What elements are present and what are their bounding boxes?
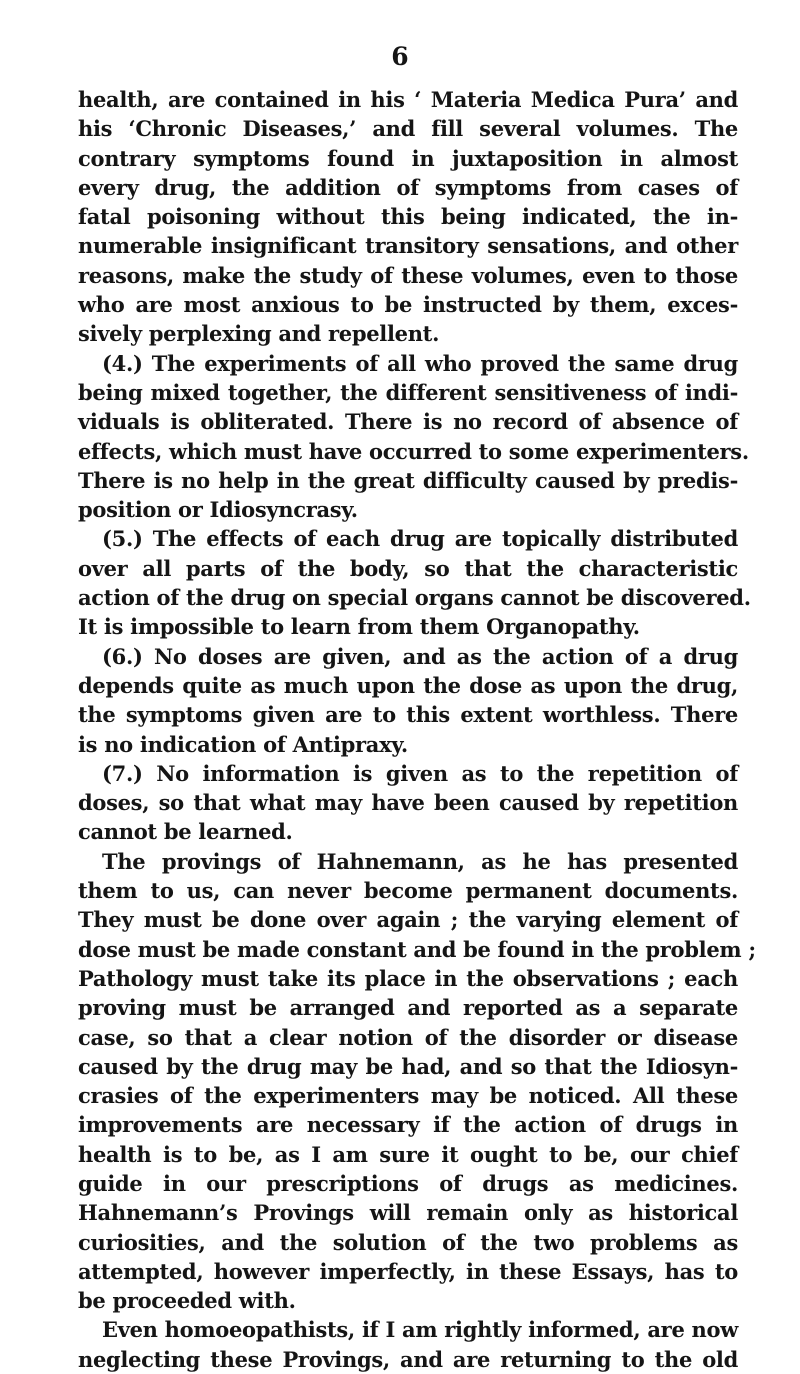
text-line: every drug, the addition of symptoms from cases of — [78, 174, 738, 200]
text-line: (4.) The experiments of all who proved the same drug — [102, 350, 738, 376]
text-line: guide in our prescriptions of drugs as medicines. — [78, 1170, 738, 1196]
text-line: curiosities, and the solution of the two problems as — [78, 1229, 738, 1255]
text-line: being mixed together, the different sensitiveness of indi- — [78, 379, 738, 405]
text-line: doses, so that what may have been caused by repetition — [78, 790, 738, 816]
text-line: The provings of Hahnemann, as he has presented — [102, 848, 738, 874]
text-line: depends quite as much upon the dose as upon the drug, — [78, 672, 738, 698]
text-line: be proceeded with. — [78, 1288, 296, 1314]
text-line: over all parts of the body, so that the characteristic — [78, 555, 738, 581]
text-line: fatal poisoning without this being indicated, the in- — [78, 204, 738, 230]
body-text — [78, 85, 756, 1374]
text-line: improvements are necessary if the action of drugs in — [78, 1112, 738, 1138]
text-line: attempted, however imperfectly, in these Essays, has to — [78, 1258, 738, 1284]
text-line: neglecting these Provings, and are returning to the old — [78, 1346, 738, 1372]
text-line: case, so that a clear notion of the disorder or disease — [78, 1024, 738, 1050]
text-line: them to us, can never become permanent documents. — [78, 878, 738, 904]
text-line: numerable insignificant transitory sensations, and other — [78, 233, 738, 259]
text-line: There is no help in the great difficulty caused by predis- — [78, 467, 738, 493]
text-line: health, are contained in his ‘ Materia Medica Pura’ and — [78, 87, 738, 112]
text-line: sively perplexing and repellent. — [78, 321, 440, 347]
text-line: reasons, make the study of these volumes, even to those — [78, 262, 738, 288]
text-line: position or Idiosyncrasy. — [78, 497, 358, 523]
text-line: the symptoms given are to this extent worthless. There — [78, 702, 738, 728]
text-line: dose must be made constant and be found in the problem ; — [78, 936, 756, 962]
text-line: health is to be, as I am sure it ought to be, our chief — [78, 1141, 738, 1167]
text-line: caused by the drug may be had, and so that the Idiosyn- — [78, 1053, 738, 1079]
text-line: It is impossible to learn from them Organopathy. — [78, 614, 640, 640]
text-line: effects, which must have occurred to some experimenters. — [78, 438, 749, 464]
text-line: who are most anxious to be instructed by them, exces- — [78, 292, 738, 318]
text-line: contrary symptoms found in juxtaposition in almost — [78, 145, 738, 171]
page-number: 6 — [391, 42, 409, 71]
text-line: (5.) The effects of each drug are topically distributed — [102, 526, 738, 552]
text-line: cannot be learned. — [78, 819, 293, 845]
text-line: viduals is obliterated. There is no record of absence of — [78, 409, 738, 435]
text-line: action of the drug on special organs cannot be discovered. — [78, 585, 751, 611]
text-line: his ‘Chronic Diseases,’ and fill several volumes. The — [78, 116, 738, 142]
text-line: crasies of the experimenters may be noticed. All these — [78, 1083, 738, 1109]
text-line: Pathology must take its place in the observations ; each — [78, 965, 738, 991]
text-line: Hahnemann’s Provings will remain only as historical — [78, 1200, 738, 1226]
text-line: is no indication of Antipraxy. — [78, 731, 408, 757]
text-line: (6.) No doses are given, and as the action of a drug — [102, 643, 738, 669]
text-line: Even homoeopathists, if I am rightly informed, are now — [102, 1317, 738, 1343]
text-line: (7.) No information is given as to the repetition of — [102, 760, 738, 786]
text-line: proving must be arranged and reported as a separate — [78, 995, 738, 1021]
text-line: They must be done over again ; the varying element of — [78, 907, 738, 933]
